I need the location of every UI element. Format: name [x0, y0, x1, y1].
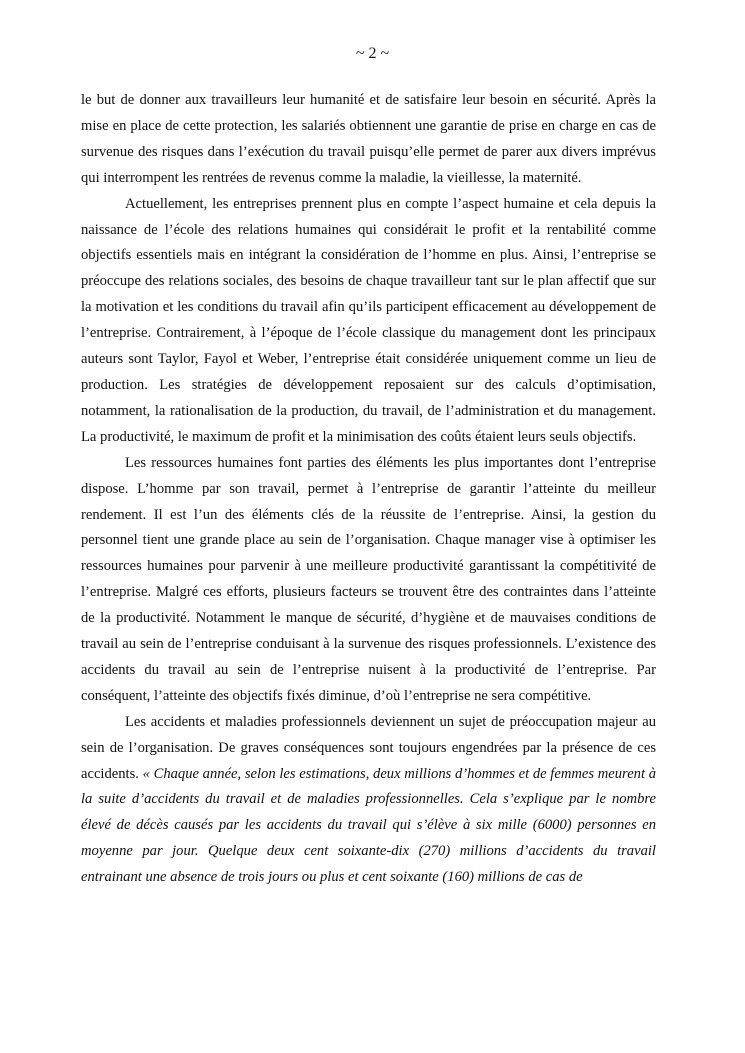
paragraph-ressources-humaines: Les ressources humaines font parties des éléments les plus importantes dont l’entreprise dispose. L’homme par son travail, permet à l’entreprise de garantir l’atteinte du meilleur rendement. Il est l’un des éléments clés de la réussite de l’entreprise. Ainsi, la gestion du personnel tient une grande place au sein de l’organisation. Chaque manager vise à optimiser les ressources humaines pour parvenir à une meilleure productivité garantissant la compétitivité de l’entreprise. Malgré ces efforts, plusieurs facteurs se trouvent être des contraintes dans l’atteinte de la productivité. Notamment le manque de sécurité, d’hygiène et de mauvaises conditions de travail au sein de l’entreprise conduisant à la survenue des risques professionnels. L’existence des accidents du travail au sein de l’entreprise nuisent à la productivité de l’entreprise. Par conséquent, l’atteinte des objectifs fixés diminue, d’où l’entreprise ne sera compétitive. — [81, 454, 656, 704]
paragraph-continuation: le but de donner aux travailleurs leur humanité et de satisfaire leur besoin en sécurité. Après la mise en place de cette protection, les salariés obtiennent une garantie de prise en charge en cas de survenue des risques dans l’exécution du travail puisqu’elle permet de parer aux divers imprévus qui interrompent les rentrées de revenus comme la maladie, la vieillesse, la maternité. — [81, 92, 656, 186]
citation-quote: « Chaque année, selon les estimations, deux millions d’hommes et de femmes meurent à la suite d’accidents du travail et de maladies professionnelles. Cela s’explique par le nombre élevé de décès causés par les accidents du travail qui s’élève à six mille (6000) personnes en moyenne par jour. Quelque deux cent soixante-dix (270) millions d’accidents du travail entrainant une absence de trois jours ou plus et cent soixante (160) millions de cas de — [81, 765, 656, 886]
page-number: ~ 2 ~ — [355, 45, 390, 62]
paragraph-accidents — [81, 710, 656, 891]
paragraph-entreprises: Actuellement, les entreprises prennent plus en compte l’aspect humaine et cela depuis la naissance de l’école des relations humaines qui considérait le profit et la rentabilité comme objectifs essentiels mais en intégrant la considération de l’homme en plus. Ainsi, l’entreprise se préoccupe des relations sociales, des besoins de chaque travailleur tant sur le plan affectif que sur la motivation et les conditions du travail afin qu’ils participent efficacement au développement de l’entreprise. Contrairement, à l’époque de l’école classique du management dont les principaux auteurs sont Taylor, Fayol et Weber, l’entreprise était considérée uniquement comme un lieu de production. Les stratégies de développement reposaient sur des calculs d’optimisation, notamment, la rationalisation de la production, du travail, de l’administration et du management. La productivité, le maximum de profit et la minimisation des coûts étaient leurs seuls objectifs. — [81, 195, 656, 445]
document-body — [81, 88, 656, 891]
paragraph-accidents-text: Les accidents et maladies professionnels deviennent un sujet de préoccupation majeur au sein de l’organisation. De graves conséquences sont toujours engendrées par la présence de ces accidents. — [81, 713, 656, 782]
